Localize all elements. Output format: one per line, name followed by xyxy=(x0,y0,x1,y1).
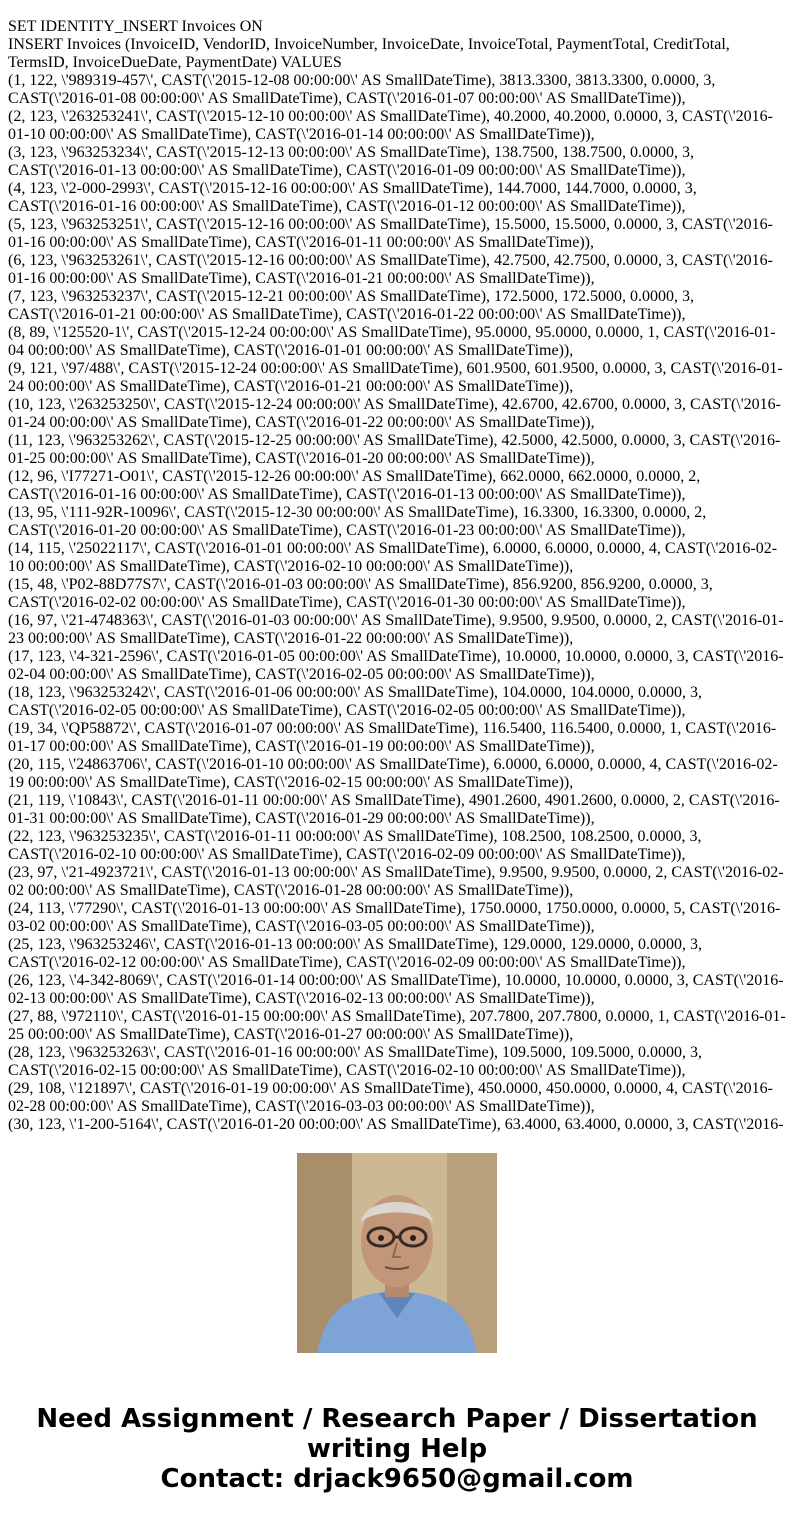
sql-values-row: (18, 123, \'963253242\', CAST(\'2016-01-06 00:00:00\' AS SmallDateTime), 104.0000, 104.0000, 0.0000, 3, CAST(\'2016-02-05 00:00:00\' AS SmallDateTime), CAST(\'2016-02-05 00:00:00\' AS SmallDateTime)), xyxy=(8,684,703,719)
sql-values-row: (23, 97, \'21-4923721\', CAST(\'2016-01-13 00:00:00\' AS SmallDateTime), 9.9500, 9.9500, 0.0000, 2, CAST(\'2016-02-02 00:00:00\' AS SmallDateTime), CAST(\'2016-01-28 00:00:00\' AS SmallDateTime)), xyxy=(8,864,784,899)
avatar xyxy=(297,1153,497,1353)
sql-values-row: (29, 108, \'121897\', CAST(\'2016-01-19 00:00:00\' AS SmallDateTime), 450.0000, 450.0000, 0.0000, 4, CAST(\'2016-02-28 00:00:00\' AS SmallDateTime), CAST(\'2016-03-03 00:00:00\' AS SmallDateTime)), xyxy=(8,1080,773,1115)
sql-values-row: (16, 97, \'21-4748363\', CAST(\'2016-01-03 00:00:00\' AS SmallDateTime), 9.9500, 9.9500, 0.0000, 2, CAST(\'2016-01-23 00:00:00\' AS SmallDateTime), CAST(\'2016-01-22 00:00:00\' AS SmallDateTime)), xyxy=(8,612,784,647)
sql-values-row: (25, 123, \'963253246\', CAST(\'2016-01-13 00:00:00\' AS SmallDateTime), 129.0000, 129.0000, 0.0000, 3, CAST(\'2016-02-12 00:00:00\' AS SmallDateTime), CAST(\'2016-02-09 00:00:00\' AS SmallDateTime)), xyxy=(8,936,703,971)
sql-values-row: (8, 89, \'125520-1\', CAST(\'2015-12-24 00:00:00\' AS SmallDateTime), 95.0000, 95.0000, 0.0000, 1, CAST(\'2016-01-04 00:00:00\' AS SmallDateTime), CAST(\'2016-01-01 00:00:00\' AS SmallDateTime)), xyxy=(8,324,776,359)
sql-values-row: (20, 115, \'24863706\', CAST(\'2016-01-10 00:00:00\' AS SmallDateTime), 6.0000, 6.0000, 0.0000, 4, CAST(\'2016-02-19 00:00:00\' AS SmallDateTime), CAST(\'2016-02-15 00:00:00\' AS SmallDateTime)), xyxy=(8,756,778,791)
sql-values-row: (12, 96, \'I77271-O01\', CAST(\'2015-12-26 00:00:00\' AS SmallDateTime), 662.0000, 662.0000, 0.0000, 2, CAST(\'2016-01-16 00:00:00\' AS SmallDateTime), CAST(\'2016-01-13 00:00:00\' AS SmallDateTime)), xyxy=(8,468,701,503)
sql-values-row: (4, 123, \'2-000-2993\', CAST(\'2015-12-16 00:00:00\' AS SmallDateTime), 144.7000, 144.7000, 0.0000, 3, CAST(\'2016-01-16 00:00:00\' AS SmallDateTime), CAST(\'2016-01-12 00:00:00\' AS SmallDateTime)), xyxy=(8,180,697,215)
promo-banner xyxy=(0,1404,794,1494)
sql-values-row: (2, 123, \'263253241\', CAST(\'2015-12-10 00:00:00\' AS SmallDateTime), 40.2000, 40.2000, 0.0000, 3, CAST(\'2016-01-10 00:00:00\' AS SmallDateTime), CAST(\'2016-01-14 00:00:00\' AS SmallDateTime)), xyxy=(8,108,773,143)
sql-values-row: (1, 122, \'989319-457\', CAST(\'2015-12-08 00:00:00\' AS SmallDateTime), 3813.3300, 3813.3300, 0.0000, 3, CAST(\'2016-01-08 00:00:00\' AS SmallDateTime), CAST(\'2016-01-07 00:00:00\' AS SmallDateTime)), xyxy=(8,72,716,107)
sql-values-row: (6, 123, \'963253261\', CAST(\'2015-12-16 00:00:00\' AS SmallDateTime), 42.7500, 42.7500, 0.0000, 3, CAST(\'2016-01-16 00:00:00\' AS SmallDateTime), CAST(\'2016-01-21 00:00:00\' AS SmallDateTime)), xyxy=(8,252,773,287)
portrait-photo xyxy=(297,1153,497,1353)
sql-values-row: (10, 123, \'263253250\', CAST(\'2015-12-24 00:00:00\' AS SmallDateTime), 42.6700, 42.6700, 0.0000, 3, CAST(\'2016-01-24 00:00:00\' AS SmallDateTime), CAST(\'2016-01-22 00:00:00\' AS SmallDateTime)), xyxy=(8,396,781,431)
sql-values-row: (9, 121, \'97/488\', CAST(\'2015-12-24 00:00:00\' AS SmallDateTime), 601.9500, 601.9500, 0.0000, 3, CAST(\'2016-01-24 00:00:00\' AS SmallDateTime), CAST(\'2016-01-21 00:00:00\' AS SmallDateTime)), xyxy=(8,360,783,395)
promo-line-1: Need Assignment / Research Paper / Dissertation xyxy=(36,1404,758,1434)
sql-line-insert-header: INSERT Invoices (InvoiceID, VendorID, InvoiceNumber, InvoiceDate, InvoiceTotal, PaymentTotal, CreditTotal, TermsID, InvoiceDueDate, PaymentDate) VALUES xyxy=(8,36,730,71)
sql-values-row: (7, 123, \'963253237\', CAST(\'2015-12-21 00:00:00\' AS SmallDateTime), 172.5000, 172.5000, 0.0000, 3, CAST(\'2016-01-21 00:00:00\' AS SmallDateTime), CAST(\'2016-01-22 00:00:00\' AS SmallDateTime)), xyxy=(8,288,695,323)
sql-values-row: (26, 123, \'4-342-8069\', CAST(\'2016-01-14 00:00:00\' AS SmallDateTime), 10.0000, 10.0000, 0.0000, 3, CAST(\'2016-02-13 00:00:00\' AS SmallDateTime), CAST(\'2016-02-13 00:00:00\' AS SmallDateTime)), xyxy=(8,972,784,1007)
sql-values-row: (21, 119, \'10843\', CAST(\'2016-01-11 00:00:00\' AS SmallDateTime), 4901.2600, 4901.2600, 0.0000, 2, CAST(\'2016-01-31 00:00:00\' AS SmallDateTime), CAST(\'2016-01-29 00:00:00\' AS SmallDateTime)), xyxy=(8,792,780,827)
promo-contact-email: Contact: drjack9650@gmail.com xyxy=(160,1464,634,1494)
sql-line-set-identity: SET IDENTITY_INSERT Invoices ON xyxy=(8,18,263,35)
sql-script xyxy=(8,18,788,1133)
sql-values-row: (5, 123, \'963253251\', CAST(\'2015-12-16 00:00:00\' AS SmallDateTime), 15.5000, 15.5000, 0.0000, 3, CAST(\'2016-01-16 00:00:00\' AS SmallDateTime), CAST(\'2016-01-11 00:00:00\' AS SmallDateTime)), xyxy=(8,216,773,251)
sql-values-row: (27, 88, \'972110\', CAST(\'2016-01-15 00:00:00\' AS SmallDateTime), 207.7800, 207.7800, 0.0000, 1, CAST(\'2016-01-25 00:00:00\' AS SmallDateTime), CAST(\'2016-01-27 00:00:00\' AS SmallDateTime)), xyxy=(8,1008,786,1043)
promo-line-2: writing Help xyxy=(306,1434,488,1464)
sql-values-row: (13, 95, \'111-92R-10096\', CAST(\'2015-12-30 00:00:00\' AS SmallDateTime), 16.3300, 16.3300, 0.0000, 2, CAST(\'2016-01-20 00:00:00\' AS SmallDateTime), CAST(\'2016-01-23 00:00:00\' AS SmallDateTime)), xyxy=(8,504,707,539)
sql-values-row: (3, 123, \'963253234\', CAST(\'2015-12-13 00:00:00\' AS SmallDateTime), 138.7500, 138.7500, 0.0000, 3, CAST(\'2016-01-13 00:00:00\' AS SmallDateTime), CAST(\'2016-01-09 00:00:00\' AS SmallDateTime)), xyxy=(8,144,695,179)
sql-values-row: (15, 48, \'P02-88D77S7\', CAST(\'2016-01-03 00:00:00\' AS SmallDateTime), 856.9200, 856.9200, 0.0000, 3, CAST(\'2016-02-02 00:00:00\' AS SmallDateTime), CAST(\'2016-01-30 00:00:00\' AS SmallDateTime)), xyxy=(8,576,713,611)
sql-values-row: (24, 113, \'77290\', CAST(\'2016-01-13 00:00:00\' AS SmallDateTime), 1750.0000, 1750.0000, 0.0000, 5, CAST(\'2016-03-02 00:00:00\' AS SmallDateTime), CAST(\'2016-03-05 00:00:00\' AS SmallDateTime)), xyxy=(8,900,781,935)
sql-values-row: (22, 123, \'963253235\', CAST(\'2016-01-11 00:00:00\' AS SmallDateTime), 108.2500, 108.2500, 0.0000, 3, CAST(\'2016-02-10 00:00:00\' AS SmallDateTime), CAST(\'2016-02-09 00:00:00\' AS SmallDateTime)), xyxy=(8,828,702,863)
sql-values-row: (17, 123, \'4-321-2596\', CAST(\'2016-01-05 00:00:00\' AS SmallDateTime), 10.0000, 10.0000, 0.0000, 3, CAST(\'2016-02-04 00:00:00\' AS SmallDateTime), CAST(\'2016-02-05 00:00:00\' AS SmallDateTime)), xyxy=(8,648,784,683)
sql-values-row: (14, 115, \'25022117\', CAST(\'2016-01-01 00:00:00\' AS SmallDateTime), 6.0000, 6.0000, 0.0000, 4, CAST(\'2016-02-10 00:00:00\' AS SmallDateTime), CAST(\'2016-02-10 00:00:00\' AS SmallDateTime)), xyxy=(8,540,778,575)
sql-values-row: (19, 34, \'QP58872\', CAST(\'2016-01-07 00:00:00\' AS SmallDateTime), 116.5400, 116.5400, 0.0000, 1, CAST(\'2016-01-17 00:00:00\' AS SmallDateTime), CAST(\'2016-01-19 00:00:00\' AS SmallDateTime)), xyxy=(8,720,777,755)
sql-values-row: (11, 123, \'963253262\', CAST(\'2015-12-25 00:00:00\' AS SmallDateTime), 42.5000, 42.5000, 0.0000, 3, CAST(\'2016-01-25 00:00:00\' AS SmallDateTime), CAST(\'2016-01-20 00:00:00\' AS SmallDateTime)), xyxy=(8,432,781,467)
sql-values-row: (28, 123, \'963253263\', CAST(\'2016-01-16 00:00:00\' AS SmallDateTime), 109.5000, 109.5000, 0.0000, 3, CAST(\'2016-02-15 00:00:00\' AS SmallDateTime), CAST(\'2016-02-10 00:00:00\' AS SmallDateTime)), xyxy=(8,1044,703,1079)
sql-values-row-truncated: (30, 123, \'1-200-5164\', CAST(\'2016-01-20 00:00:00\' AS SmallDateTime), 63.4000, 63.4000, 0.0000, 3, CAST(\'2016- xyxy=(8,1116,784,1133)
